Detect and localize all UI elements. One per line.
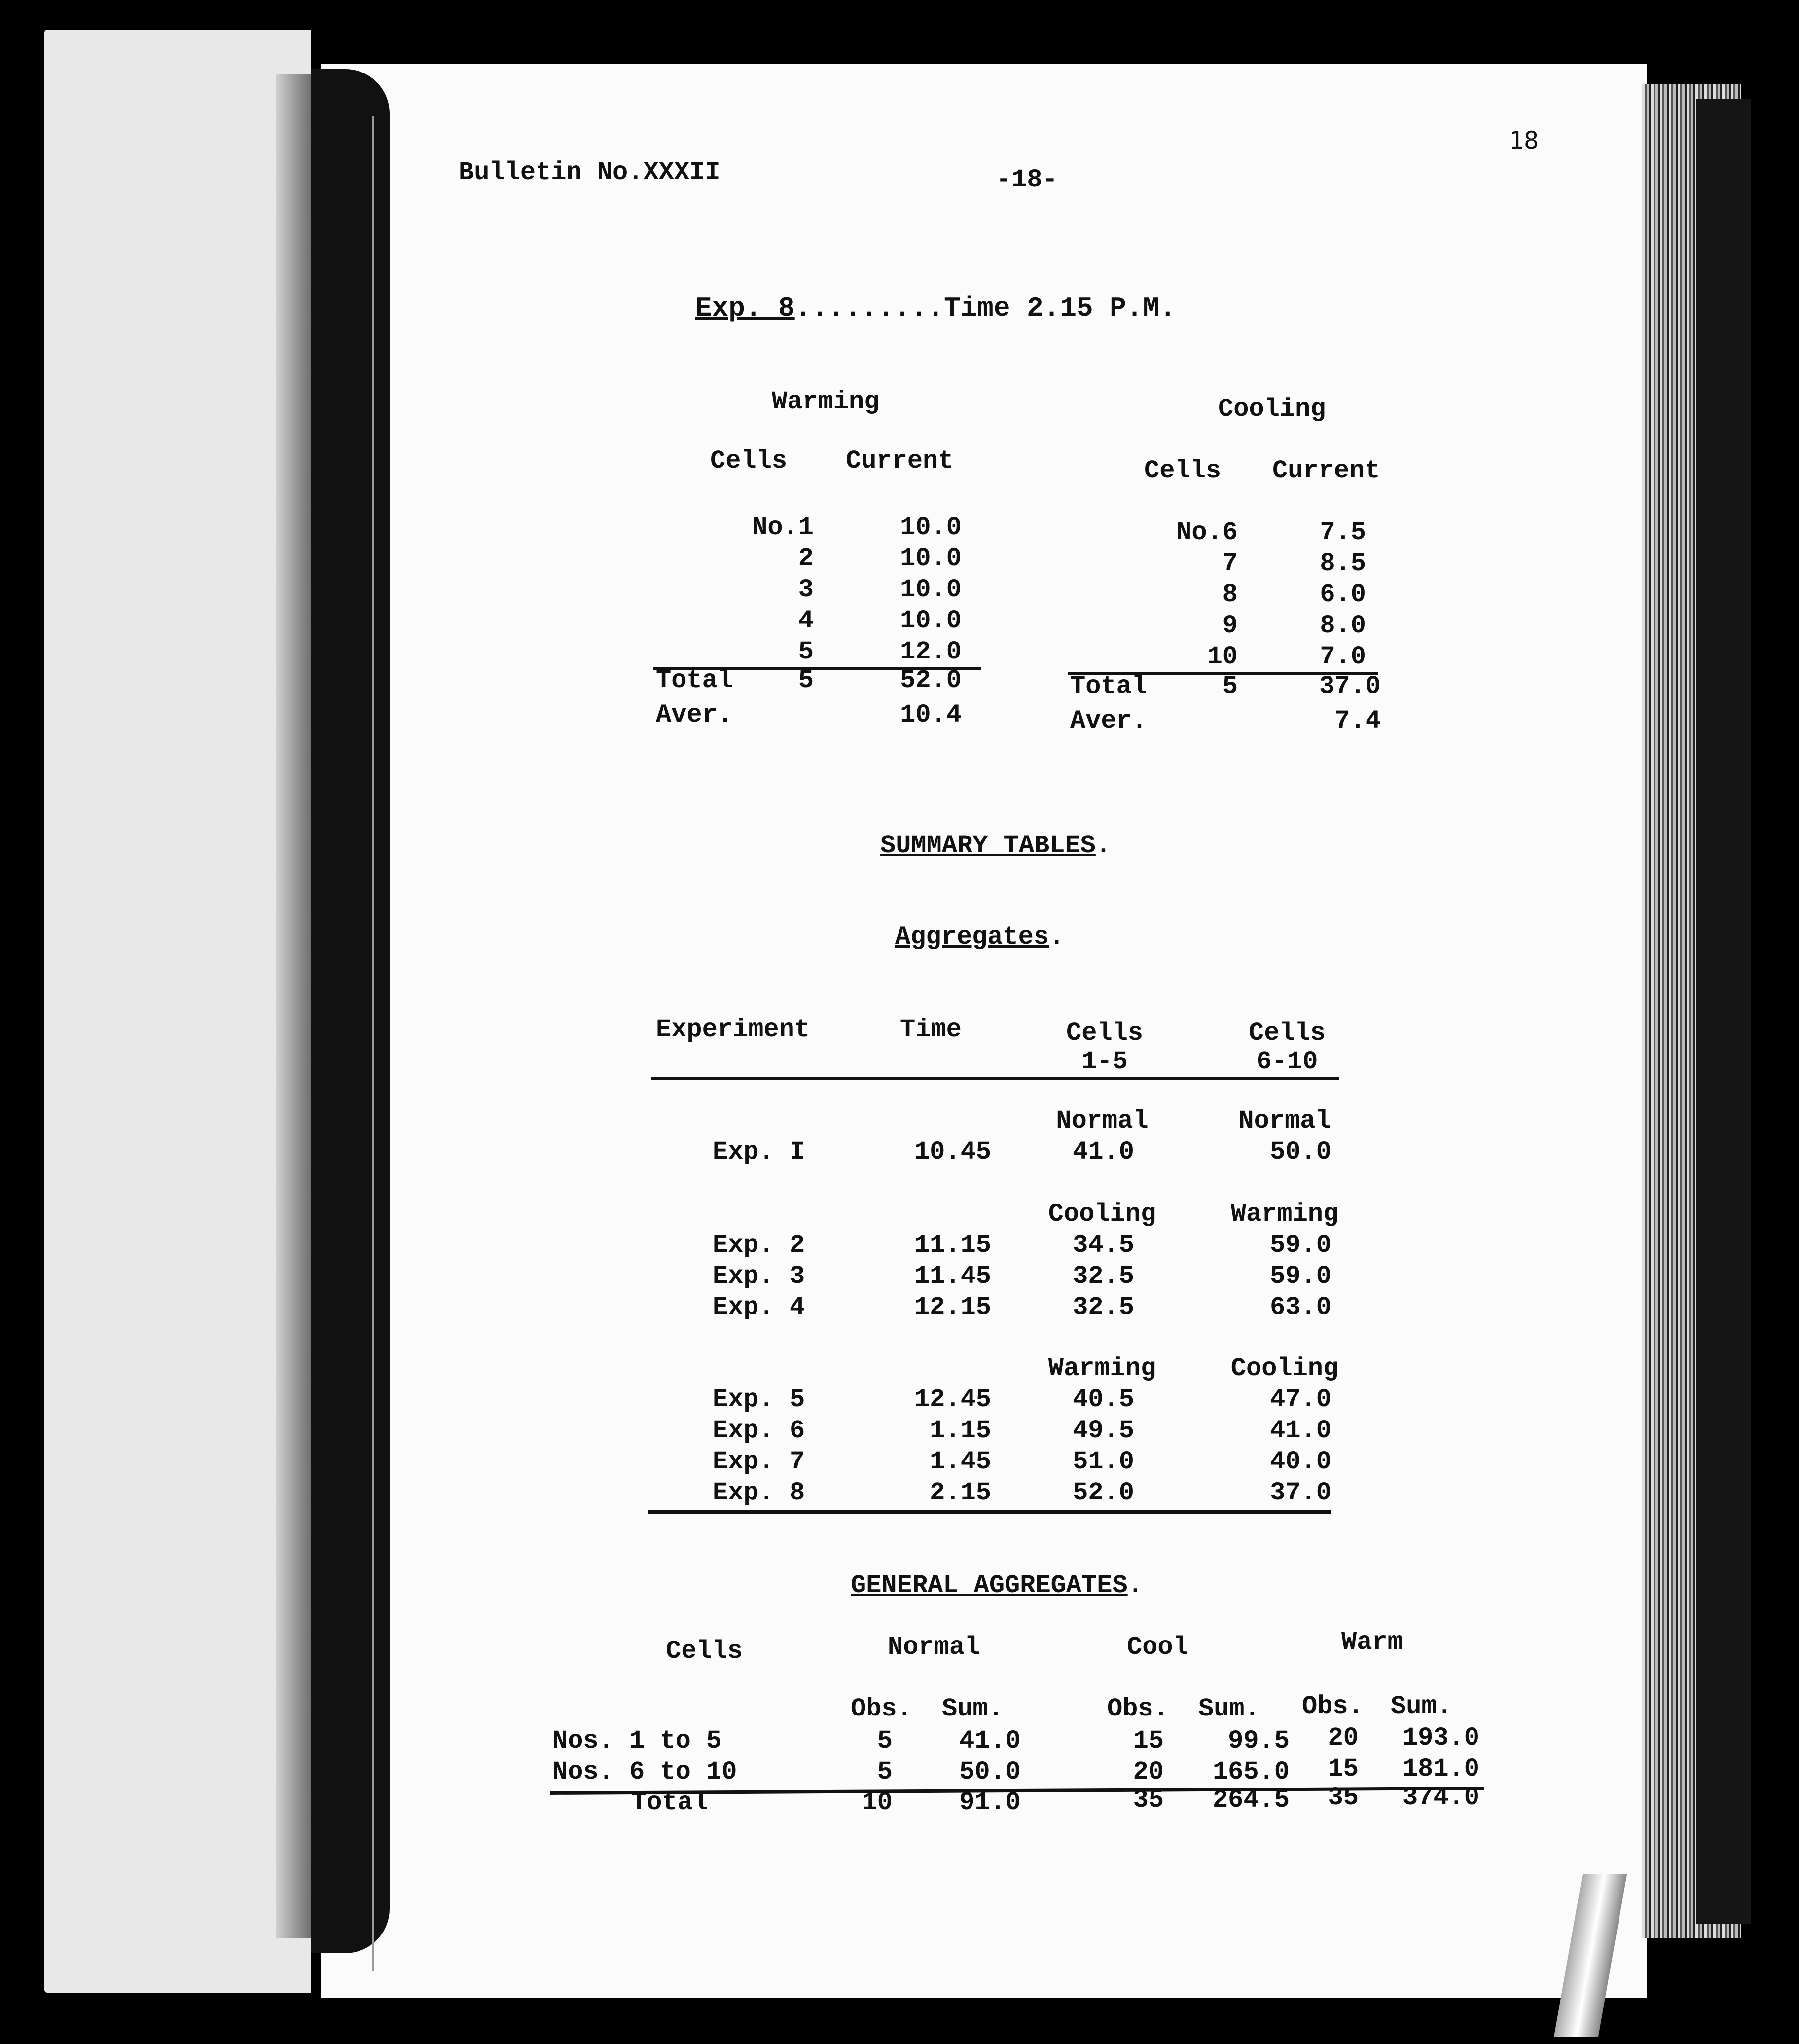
warming-aver-label: Aver. — [656, 700, 733, 730]
group-label-cells-1-5: Normal — [1056, 1106, 1149, 1135]
general-normal-sum-value: 91.0 — [959, 1788, 1021, 1817]
cooling-aver-value: 7.4 — [1334, 706, 1381, 735]
row-cells-1-5: 49.5 — [1073, 1416, 1134, 1445]
warming-current: 12.0 — [900, 637, 962, 666]
general-warm-sum: Sum. — [1391, 1692, 1452, 1721]
row-cells-1-5: 41.0 — [1073, 1137, 1134, 1167]
warming-cell: No.1 — [752, 513, 814, 542]
row-cells-1-5: 32.5 — [1073, 1293, 1134, 1322]
row-experiment: Exp. 2 — [713, 1231, 805, 1260]
aggregates-bottom-rule — [648, 1510, 1331, 1514]
general-cool-obs: Obs. — [1107, 1694, 1169, 1723]
row-experiment: Exp. 4 — [713, 1293, 805, 1322]
cooling-total-value: 37.0 — [1319, 672, 1381, 701]
general-row-label: Nos. 6 to 10 — [552, 1757, 737, 1787]
col-time: Time — [900, 1015, 962, 1044]
page-label: -18- — [996, 165, 1058, 194]
gutter-line — [372, 116, 374, 1971]
col-cells-range-1-5: 1-5 — [1081, 1047, 1128, 1076]
general-col-warm: Warm — [1341, 1628, 1403, 1657]
col-cells-1-5: Cells — [1066, 1019, 1144, 1048]
summary-title: SUMMARY TABLES. — [880, 831, 1112, 860]
general-warm-sum-value: 374.0 — [1402, 1783, 1479, 1812]
row-cells-1-5: 34.5 — [1073, 1231, 1134, 1260]
row-time: 1.15 — [930, 1416, 991, 1445]
cooling-cell: 7 — [1222, 549, 1238, 578]
col-experiment: Experiment — [656, 1015, 810, 1044]
cooling-cell: No.6 — [1176, 518, 1238, 547]
row-time: 12.15 — [914, 1293, 991, 1322]
group-label-cells-1-5: Warming — [1048, 1354, 1156, 1383]
row-cells-6-10: 63.0 — [1270, 1293, 1331, 1322]
general-cool-sum-value: 99.5 — [1228, 1726, 1290, 1755]
general-cool-sum-value: 264.5 — [1212, 1786, 1290, 1815]
group-label-cells-6-10: Normal — [1238, 1106, 1331, 1135]
row-time: 11.15 — [914, 1231, 991, 1260]
general-row-label: Nos. 1 to 5 — [552, 1726, 722, 1755]
cooling-current: 7.5 — [1320, 518, 1366, 547]
general-warm-sum-value: 193.0 — [1402, 1723, 1479, 1752]
general-warm-obs: Obs. — [1302, 1692, 1364, 1721]
row-cells-1-5: 52.0 — [1073, 1478, 1134, 1507]
warming-heading: Warming — [772, 387, 880, 416]
row-cells-6-10: 50.0 — [1270, 1137, 1331, 1167]
row-time: 12.45 — [914, 1385, 991, 1414]
summary-title-text: SUMMARY TABLES — [880, 831, 1096, 860]
general-normal-obs-value: 5 — [877, 1726, 893, 1755]
aggregates-header-rule — [651, 1077, 1339, 1080]
row-experiment: Exp. 3 — [713, 1262, 805, 1291]
general-title: GENERAL AGGREGATES. — [851, 1571, 1143, 1600]
cooling-total-cells: 5 — [1222, 672, 1238, 701]
general-cool-obs-value: 15 — [1133, 1726, 1164, 1755]
row-cells-6-10: 59.0 — [1270, 1262, 1331, 1291]
warming-current: 10.0 — [900, 575, 962, 604]
cooling-col-cells: Cells — [1144, 456, 1222, 485]
general-normal-obs: Obs. — [851, 1694, 912, 1723]
group-label-cells-6-10: Cooling — [1230, 1354, 1339, 1383]
warming-cell: 4 — [798, 606, 814, 635]
general-normal-sum: Sum. — [942, 1694, 1004, 1723]
exp8-title-rest: .........Time 2.15 P.M. — [794, 292, 1176, 324]
general-cool-obs-value: 20 — [1133, 1757, 1164, 1787]
col-cells-range-6-10: 6-10 — [1256, 1047, 1318, 1076]
page-number: 18 — [1509, 126, 1539, 155]
row-cells-1-5: 51.0 — [1073, 1447, 1134, 1476]
general-cool-sum: Sum. — [1198, 1694, 1260, 1723]
warming-total-label: Total — [656, 666, 733, 695]
row-cells-6-10: 41.0 — [1270, 1416, 1331, 1445]
row-time: 10.45 — [914, 1137, 991, 1167]
warming-aver-value: 10.4 — [900, 700, 962, 730]
cooling-total-label: Total — [1070, 672, 1148, 701]
group-label-cells-6-10: Warming — [1230, 1200, 1339, 1229]
general-normal-obs-value: 10 — [862, 1788, 893, 1817]
row-cells-6-10: 59.0 — [1270, 1231, 1331, 1260]
cooling-cell: 8 — [1222, 580, 1238, 609]
row-experiment: Exp. 7 — [713, 1447, 805, 1476]
general-row-label: Total — [631, 1788, 709, 1817]
warming-col-current: Current — [846, 446, 954, 475]
warming-total-cells: 5 — [798, 666, 814, 695]
row-cells-6-10: 37.0 — [1270, 1478, 1331, 1507]
cooling-cell: 10 — [1207, 642, 1238, 671]
aggregates-subtitle: Aggregates. — [895, 922, 1065, 951]
row-time: 2.15 — [930, 1478, 991, 1507]
general-col-normal: Normal — [888, 1633, 980, 1662]
warming-cell: 3 — [798, 575, 814, 604]
cooling-heading: Cooling — [1218, 395, 1326, 424]
exp8-title-exp: Exp. 8 — [695, 292, 795, 324]
general-normal-sum-value: 50.0 — [959, 1757, 1021, 1787]
book-gutter — [311, 69, 390, 1953]
warming-current: 10.0 — [900, 606, 962, 635]
general-normal-obs-value: 5 — [877, 1757, 893, 1787]
row-experiment: Exp. I — [713, 1137, 805, 1167]
row-time: 11.45 — [914, 1262, 991, 1291]
cooling-col-current: Current — [1272, 456, 1380, 485]
exp8-title — [695, 293, 1176, 323]
general-warm-obs-value: 35 — [1328, 1783, 1359, 1812]
book-cover-edge — [1696, 99, 1751, 1924]
general-col-cells: Cells — [666, 1637, 743, 1666]
warming-cell: 2 — [798, 544, 814, 573]
row-cells-1-5: 40.5 — [1073, 1385, 1134, 1414]
row-cells-6-10: 40.0 — [1270, 1447, 1331, 1476]
cooling-cell: 9 — [1222, 611, 1238, 640]
general-cool-obs-value: 35 — [1133, 1786, 1164, 1815]
left-page — [44, 30, 311, 1993]
warming-current: 10.0 — [900, 544, 962, 573]
cooling-current: 8.0 — [1320, 611, 1366, 640]
general-normal-sum-value: 41.0 — [959, 1726, 1021, 1755]
group-label-cells-1-5: Cooling — [1048, 1200, 1156, 1229]
general-warm-sum-value: 181.0 — [1402, 1754, 1479, 1784]
row-cells-1-5: 32.5 — [1073, 1262, 1134, 1291]
col-cells-6-10: Cells — [1248, 1019, 1326, 1048]
cooling-current: 7.0 — [1320, 642, 1366, 671]
general-col-cool: Cool — [1127, 1633, 1188, 1662]
bulletin-header: Bulletin No.XXXII — [459, 158, 720, 187]
row-experiment: Exp. 8 — [713, 1478, 805, 1507]
row-experiment: Exp. 6 — [713, 1416, 805, 1445]
cooling-aver-label: Aver. — [1070, 706, 1148, 735]
warming-col-cells: Cells — [710, 446, 788, 475]
warming-current: 10.0 — [900, 513, 962, 542]
general-warm-obs-value: 15 — [1328, 1754, 1359, 1784]
warming-cell: 5 — [798, 637, 814, 666]
general-cool-sum-value: 165.0 — [1212, 1757, 1290, 1787]
row-experiment: Exp. 5 — [713, 1385, 805, 1414]
cooling-current: 8.5 — [1320, 549, 1366, 578]
aggregates-subtitle-text: Aggregates — [895, 922, 1049, 951]
warming-total-value: 52.0 — [900, 666, 962, 695]
row-time: 1.45 — [930, 1447, 991, 1476]
cooling-current: 6.0 — [1320, 580, 1366, 609]
row-cells-6-10: 47.0 — [1270, 1385, 1331, 1414]
general-warm-obs-value: 20 — [1328, 1723, 1359, 1752]
general-title-text: GENERAL AGGREGATES — [851, 1571, 1128, 1600]
